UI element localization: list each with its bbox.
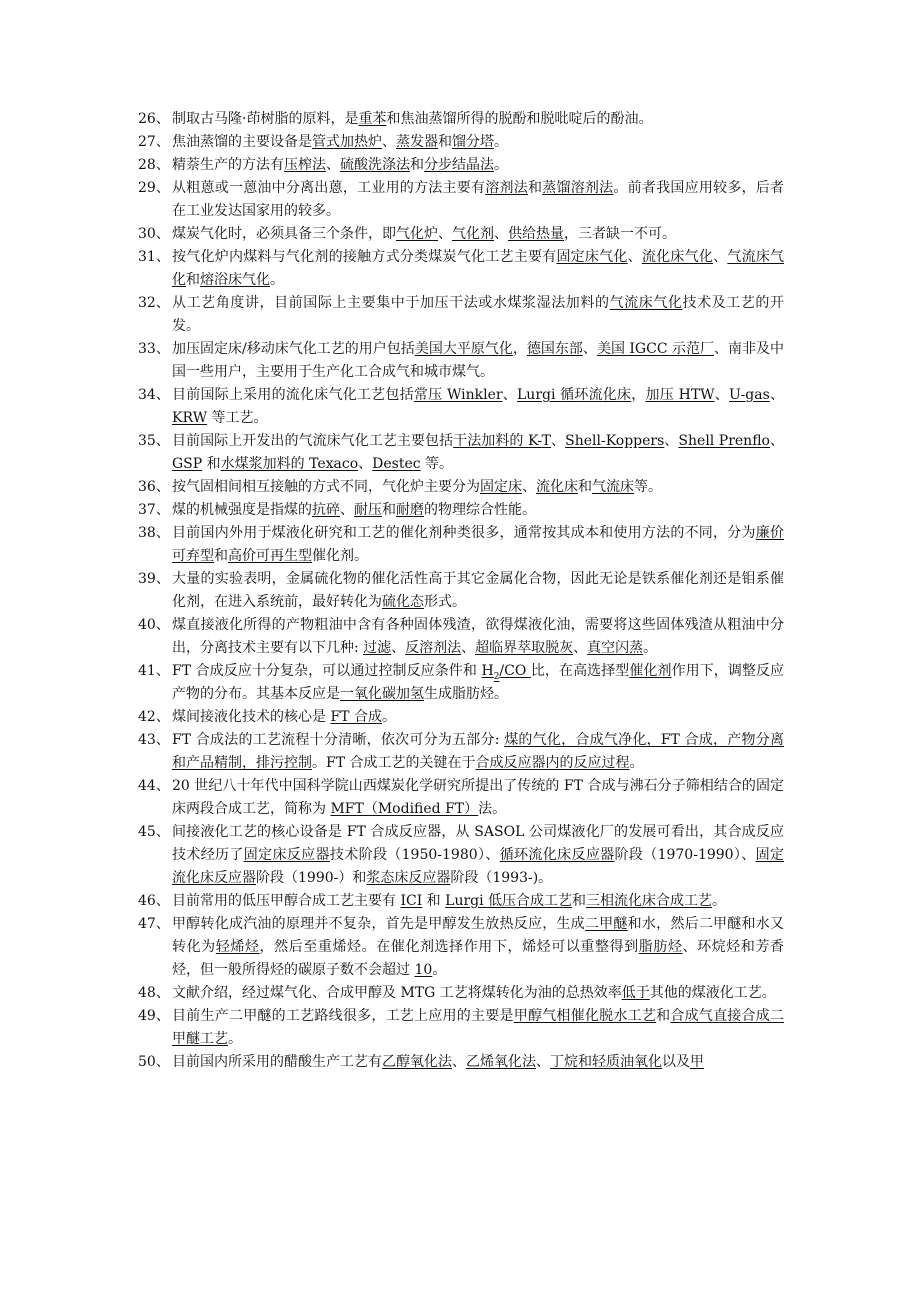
answer-blank: 固定床反应器 — [243, 847, 330, 863]
text-segment: 、南非及中国一些用户，主要用于生产化工合成气和城市煤气。 — [172, 341, 785, 380]
text-segment: 。 — [494, 134, 508, 150]
answer-blank: 反溶剂法 — [405, 640, 462, 656]
text-segment: 煤直接液化所得的产物粗油中含有各种固体残渣，欲得煤液化油，需要将这些固体残渣从粗油中分出，分离技术主要有以下几种: — [172, 617, 784, 656]
item-number: 47、 — [138, 916, 170, 932]
answer-blank: 馏分塔 — [452, 134, 494, 150]
item-number: 36、 — [138, 479, 170, 495]
text-segment: 、环烷烃和芳香烃，但一般所得烃的碳原子数不会超过 — [172, 939, 785, 978]
text-segment: 。 — [381, 709, 396, 725]
answer-blank: 硫化态 — [382, 594, 424, 610]
text-segment: 煤炭气化时，必须具备三个条件，即 — [172, 226, 396, 242]
item-text — [172, 568, 784, 614]
list-item — [138, 614, 784, 660]
list-item — [138, 430, 784, 476]
question-list — [138, 108, 784, 1074]
answer-blank: 10 — [414, 962, 433, 978]
list-item — [138, 223, 784, 246]
item-text — [172, 292, 784, 338]
answer-blank: 熔浴床气化 — [200, 272, 270, 288]
text-segment: 等工艺。 — [207, 410, 268, 426]
item-text — [172, 338, 784, 384]
item-number: 34、 — [138, 387, 170, 403]
item-number: 45、 — [138, 824, 170, 840]
text-segment: 、 — [502, 387, 517, 403]
answer-blank: 真空闪蒸 — [587, 640, 644, 656]
answer-blank: 水煤浆加料的 Texaco — [220, 456, 359, 472]
text-segment: 、 — [536, 1054, 550, 1070]
answer-blank: /CO — [499, 663, 531, 679]
answer-blank: GSP — [172, 456, 203, 472]
answer-blank: 压榨法 — [284, 157, 326, 173]
answer-blank: MFT（Modified FT） — [330, 801, 479, 817]
list-item — [138, 246, 784, 292]
item-number: 38、 — [138, 525, 170, 541]
text-segment: 、 — [664, 433, 679, 449]
item-text — [172, 729, 784, 775]
item-number: 33、 — [138, 341, 170, 357]
answer-blank: 丁烷和轻质油氧化 — [550, 1054, 662, 1070]
list-item — [138, 499, 784, 522]
text-segment: 、 — [358, 456, 373, 472]
answer-blank: 甲 — [690, 1054, 704, 1070]
text-segment: 阶段（1993-)。 — [450, 870, 553, 886]
text-segment: 和 — [656, 1008, 671, 1024]
text-segment: 目前国内所采用的醋酸生产工艺有 — [172, 1054, 382, 1070]
answer-blank: 耐压 — [354, 502, 382, 518]
item-number: 49、 — [138, 1008, 170, 1024]
text-segment: 和 — [422, 893, 446, 909]
answer-blank: 超临界萃取脱灰 — [475, 640, 574, 656]
text-segment: 文献介绍，经过煤气化、合成甲醇及 MTG 工艺将煤转化为油的总热效率 — [172, 985, 622, 1001]
text-segment: 和 — [382, 502, 396, 518]
answer-blank: 乙烯氧化法 — [466, 1054, 536, 1070]
text-segment: 形式。 — [424, 594, 466, 610]
text-segment: 、 — [494, 226, 508, 242]
text-segment: 等。 — [634, 479, 662, 495]
list-item — [138, 821, 784, 890]
item-text — [172, 890, 784, 913]
list-item — [138, 1005, 784, 1051]
text-segment: 。 — [712, 893, 727, 909]
list-item — [138, 913, 784, 982]
answer-blank: 廉价可弃型 — [172, 525, 785, 564]
item-text — [172, 660, 784, 706]
text-segment: 、 — [382, 134, 396, 150]
text-segment: 、 — [769, 387, 785, 403]
text-segment: 的物理综合性能。 — [424, 502, 536, 518]
text-segment: 、 — [627, 249, 642, 265]
text-segment: 目前国际上开发出的气流床气化工艺主要包括 — [172, 433, 454, 449]
list-item — [138, 476, 784, 499]
item-text — [172, 154, 784, 177]
text-segment: 和 — [527, 180, 543, 196]
text-segment: 。前者我国应用较多，后者在工业发达国家用的较多。 — [172, 180, 785, 219]
answer-blank: 分步结晶法 — [424, 157, 494, 173]
item-text — [172, 1051, 784, 1074]
list-item — [138, 660, 784, 706]
item-text — [172, 775, 784, 821]
item-number: 37、 — [138, 502, 170, 518]
item-number: 44、 — [138, 778, 170, 794]
answer-blank: Lurgi 循环流化床 — [517, 387, 632, 403]
answer-blank: 固定床 — [480, 479, 522, 495]
text-segment: 目前常用的低压甲醇合成工艺主要有 — [172, 893, 401, 909]
list-item — [138, 292, 784, 338]
answer-blank: 低于 — [621, 985, 650, 1001]
text-segment: 。 — [228, 1031, 242, 1047]
text-segment: 、 — [550, 433, 566, 449]
text-segment: 、 — [573, 640, 588, 656]
answer-blank: 加压 HTW — [645, 387, 715, 403]
answer-blank: 2 — [493, 671, 500, 682]
answer-blank: 蒸发器 — [396, 134, 438, 150]
answer-blank: 合成气直接合成二甲醚工艺 — [172, 1008, 785, 1047]
text-segment: 。 — [494, 157, 508, 173]
answer-blank: 流化床气化 — [641, 249, 714, 265]
text-segment: ，三者缺一不可。 — [564, 226, 676, 242]
answer-blank: Shell Prenflo — [678, 433, 770, 449]
text-segment: 技术阶段（1950-1980）、 — [329, 847, 500, 863]
answer-blank: KRW — [172, 410, 208, 426]
answer-blank: 气化炉 — [396, 226, 438, 242]
answer-blank: 甲醇气相催化脱水工艺 — [513, 1008, 657, 1024]
text-segment: 、 — [522, 479, 536, 495]
text-segment: 、 — [582, 341, 597, 357]
answer-blank: U-gas — [729, 387, 770, 403]
answer-blank: 循环流化床反应器 — [499, 847, 615, 863]
item-text — [172, 499, 784, 522]
text-segment: ， — [631, 387, 646, 403]
answer-blank: 耐磨 — [396, 502, 424, 518]
answer-blank: 气流床 — [592, 479, 634, 495]
item-number: 50、 — [138, 1054, 170, 1070]
answer-blank: 合成反应器内的反应过程 — [475, 755, 630, 771]
text-segment: 按气固相间相互接触的方式不同，气化炉主要分为 — [172, 479, 480, 495]
answer-blank: 供给热量 — [508, 226, 564, 242]
text-segment: 和 — [438, 134, 452, 150]
text-segment: 制取古马隆·茚树脂的原料，是 — [172, 111, 359, 127]
item-text — [172, 821, 784, 890]
text-segment: 大量的实验表明，金属硫化物的催化活性高于其它金属化合物，因此无论是铁系催化剂还是钼系催化剂，在进入系统前，最好转化为 — [172, 571, 784, 610]
answer-blank: 固定床气化 — [556, 249, 628, 265]
text-segment: 阶段（1990-）和 — [256, 870, 367, 886]
answer-blank: ICI — [400, 893, 423, 909]
answer-blank: 常压 Winkler — [413, 387, 503, 403]
text-segment: 、 — [769, 433, 785, 449]
list-item — [138, 108, 784, 131]
answer-blank: FT 合成 — [330, 709, 382, 725]
answer-blank: 硫酸洗涤法 — [340, 157, 410, 173]
text-segment: 目前生产二甲醚的工艺路线很多，工艺上应用的主要是 — [172, 1008, 514, 1024]
text-segment: 法。 — [478, 801, 507, 817]
text-segment: 煤的机械强度是指煤的 — [172, 502, 312, 518]
text-segment: 。 — [432, 962, 447, 978]
text-segment: 技术及工艺的开发。 — [172, 295, 785, 334]
answer-blank: 煤的气化，合成气净化，FT 合成，产物分离和产品精制，排污控制 — [172, 732, 784, 771]
text-segment: 和水，然后二甲醚和水又转化为 — [172, 916, 785, 955]
answer-blank: 流化床 — [536, 479, 578, 495]
text-segment: 和 — [202, 456, 221, 472]
text-segment: 、 — [326, 157, 340, 173]
item-text — [172, 223, 784, 246]
text-segment: 、 — [714, 387, 730, 403]
answer-blank: 乙醇氧化法 — [382, 1054, 452, 1070]
answer-blank: 三相流化床合成工艺 — [586, 893, 713, 909]
text-segment: 、 — [391, 640, 406, 656]
item-number: 28、 — [138, 157, 170, 173]
answer-blank: 干法加料的 K-T — [453, 433, 551, 449]
text-segment: 、 — [438, 226, 452, 242]
text-segment: 精萘生产的方法有 — [172, 157, 284, 173]
text-segment: 从粗蒽或一蒽油中分离出蒽，工业用的方法主要有 — [172, 180, 486, 196]
item-text — [172, 1005, 784, 1051]
text-segment: 间接液化工艺的核心设备是 FT 合成反应器，从 SASOL 公司煤液化厂的发展可看出，其合成反应技术经历了 — [172, 824, 784, 863]
text-segment: 。FT 合成工艺的关键在于 — [312, 755, 476, 771]
text-segment: 生成脂肪烃。 — [424, 686, 508, 702]
text-segment: 以及 — [662, 1054, 690, 1070]
item-number: 32、 — [138, 295, 170, 311]
text-segment: 、 — [713, 249, 728, 265]
text-segment: ，然后至重烯烃。在催化剂选择作用下，烯烃可以重整得到 — [259, 939, 639, 955]
list-item — [138, 384, 784, 430]
text-segment: 。 — [270, 272, 284, 288]
list-item — [138, 706, 784, 729]
text-segment: 等。 — [420, 456, 454, 472]
answer-blank: 过滤 — [363, 640, 392, 656]
text-segment: 和 — [186, 272, 200, 288]
text-segment: 从工艺角度讲，目前国际上主要集中于加压干法或水煤浆湿法加料的 — [172, 295, 610, 311]
item-text — [172, 614, 784, 660]
answer-blank: 重苯 — [358, 111, 387, 127]
list-item — [138, 890, 784, 913]
item-number: 43、 — [138, 732, 170, 748]
list-item — [138, 522, 784, 568]
text-segment: 比，在高选择型 — [530, 663, 630, 679]
list-item — [138, 729, 784, 775]
answer-blank: 二甲醚 — [584, 916, 628, 932]
list-item — [138, 982, 784, 1005]
item-number: 41、 — [138, 663, 170, 679]
item-text — [172, 982, 784, 1005]
item-text — [172, 430, 784, 476]
item-number: 40、 — [138, 617, 170, 633]
answer-blank: 抗碎 — [312, 502, 340, 518]
item-text — [172, 913, 784, 982]
item-number: 39、 — [138, 571, 170, 587]
text-segment: FT 合成反应十分复杂，可以通过控制反应条件和 — [172, 663, 482, 679]
list-item — [138, 177, 784, 223]
text-segment: FT 合成法的工艺流程十分清晰，依次可分为五部分: — [172, 732, 505, 748]
answer-blank: 一氧化碳加氢 — [340, 686, 424, 702]
list-item — [138, 154, 784, 177]
text-segment: 、 — [461, 640, 476, 656]
item-text — [172, 108, 784, 131]
answer-blank: 轻烯烃 — [215, 939, 260, 955]
item-number: 31、 — [138, 249, 170, 265]
answer-blank: 美国大平原气化 — [414, 341, 513, 357]
text-segment: 甲醇转化成汽油的原理并不复杂，首先是甲醇发生放热反应，生成 — [172, 916, 585, 932]
text-segment: 和 — [214, 548, 228, 564]
answer-blank: 管式加热炉 — [312, 134, 382, 150]
answer-blank: 浆态床反应器 — [366, 870, 451, 886]
text-segment: ， — [512, 341, 527, 357]
item-text — [172, 384, 784, 430]
answer-blank: 气流床气化 — [172, 249, 785, 288]
list-item — [138, 338, 784, 384]
item-number: 30、 — [138, 226, 170, 242]
answer-blank: 脂肪烃 — [638, 939, 683, 955]
text-segment: 和 — [572, 893, 587, 909]
item-number: 48、 — [138, 985, 170, 1001]
answer-blank: 固定流化床反应器 — [172, 847, 784, 886]
text-segment: 。 — [629, 755, 644, 771]
list-item — [138, 1051, 784, 1074]
text-segment: 其他的煤液化工艺。 — [649, 985, 776, 1001]
answer-blank: 美国 IGCC 示范厂 — [596, 341, 715, 357]
text-segment: 、 — [452, 1054, 466, 1070]
answer-blank: Shell-Koppers — [565, 433, 665, 449]
list-item — [138, 775, 784, 821]
item-number: 46、 — [138, 893, 170, 909]
text-segment: 。 — [643, 640, 658, 656]
answer-blank: H — [481, 663, 494, 679]
text-segment: 加压固定床/移动床气化工艺的用户包括 — [172, 341, 415, 357]
answer-blank: 溶剂法 — [485, 180, 528, 196]
text-segment: 和 — [410, 157, 424, 173]
answer-blank: Destec — [372, 456, 421, 472]
answer-blank: Lurgi 低压合成工艺 — [445, 893, 573, 909]
text-segment: 20 世纪八十年代中国科学院山西煤炭化学研究所提出了传统的 FT 合成与沸石分子筛相结合的固定床两段合成工艺，简称为 — [172, 778, 784, 817]
answer-blank: 德国东部 — [526, 341, 583, 357]
item-text — [172, 522, 784, 568]
item-text — [172, 706, 784, 729]
text-segment: 焦油蒸馏的主要设备是 — [172, 134, 312, 150]
text-segment: 和焦油蒸馏所得的脱酚和脱吡啶后的酚油。 — [386, 111, 653, 127]
list-item — [138, 131, 784, 154]
text-segment: 煤间接液化技术的核心是 — [172, 709, 331, 725]
item-text — [172, 131, 784, 154]
answer-blank: 高价可再生型 — [228, 548, 312, 564]
item-number: 26、 — [138, 111, 170, 127]
answer-blank: 蒸馏溶剂法 — [542, 180, 614, 196]
item-number: 27、 — [138, 134, 170, 150]
item-text — [172, 476, 784, 499]
item-number: 42、 — [138, 709, 170, 725]
text-segment: 和 — [578, 479, 592, 495]
answer-blank: 气化剂 — [452, 226, 494, 242]
item-number: 35、 — [138, 433, 170, 449]
text-segment: 作用下，调整反应产物的分布。其基本反应是 — [172, 663, 785, 702]
text-segment: 催化剂。 — [312, 548, 368, 564]
text-segment: 、 — [340, 502, 354, 518]
list-item — [138, 568, 784, 614]
text-segment: 阶段（1970-1990）、 — [614, 847, 756, 863]
answer-blank: 气流床气化 — [609, 295, 683, 311]
text-segment: 按气化炉内煤料与气化剂的接触方式分类煤炭气化工艺主要有 — [172, 249, 557, 265]
item-text — [172, 177, 784, 223]
item-text — [172, 246, 784, 292]
answer-blank: 催化剂 — [629, 663, 672, 679]
item-number: 29、 — [138, 180, 170, 196]
text-segment: 目前国内外用于煤液化研究和工艺的催化剂种类很多，通常按其成本和使用方法的不同，分为 — [172, 525, 756, 541]
text-segment: 目前国际上采用的流化床气化工艺包括 — [172, 387, 414, 403]
